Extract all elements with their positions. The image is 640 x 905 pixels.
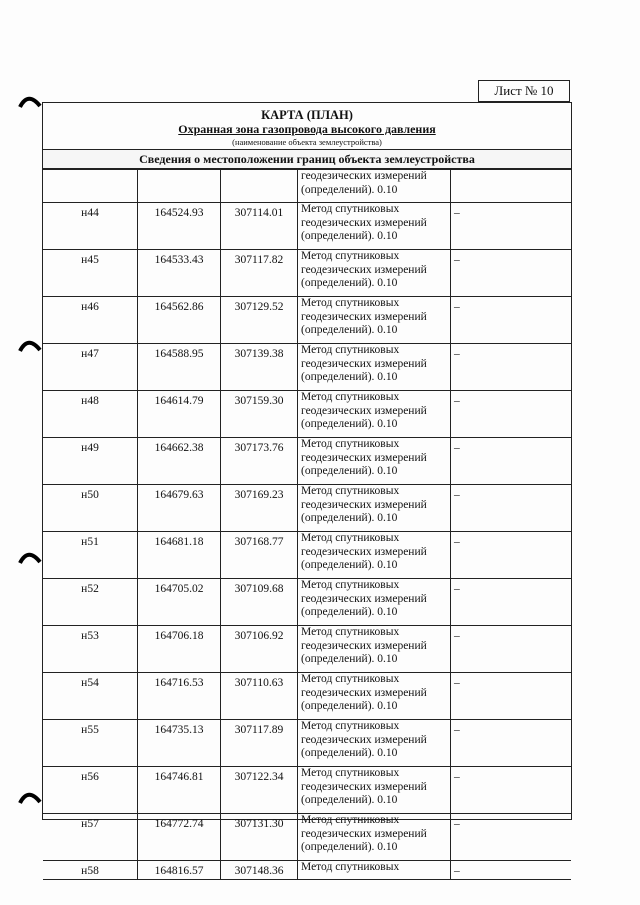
y-cell — [221, 170, 298, 203]
point-cell: н46 — [43, 297, 138, 344]
table-row — [43, 344, 571, 391]
y-cell: 307169.23 — [221, 485, 298, 532]
extra-cell: – — [451, 250, 572, 297]
punch-hole-mark-icon — [18, 94, 42, 108]
method-cell: Метод спутниковых геодезических измерений (определений). 0.10 — [298, 344, 451, 391]
extra-cell: – — [451, 344, 572, 391]
y-cell: 307168.77 — [221, 532, 298, 579]
method-cell: Метод спутниковых геодезических измерений (определений). 0.10 — [298, 579, 451, 626]
method-cell: Метод спутниковых геодезических измерений (определений). 0.10 — [298, 673, 451, 720]
table-row — [43, 485, 571, 532]
point-cell: н51 — [43, 532, 138, 579]
extra-cell: – — [451, 861, 572, 880]
point-cell: н57 — [43, 814, 138, 861]
y-cell: 307173.76 — [221, 438, 298, 485]
x-cell: 164706.18 — [138, 626, 221, 673]
y-cell: 307106.92 — [221, 626, 298, 673]
point-cell: н48 — [43, 391, 138, 438]
object-name-caption: (наименование объекта землеустройства) — [232, 137, 382, 147]
point-cell: н56 — [43, 767, 138, 814]
y-cell: 307139.38 — [221, 344, 298, 391]
section-title: Сведения о местоположении границ объекта землеустройства — [43, 150, 571, 169]
method-cell: Метод спутниковых геодезических измерений (определений). 0.10 — [298, 297, 451, 344]
method-cell: Метод спутниковых геодезических измерений (определений). 0.10 — [298, 720, 451, 767]
extra-cell: – — [451, 814, 572, 861]
point-cell: н45 — [43, 250, 138, 297]
x-cell: 164746.81 — [138, 767, 221, 814]
table-row — [43, 673, 571, 720]
point-cell: н54 — [43, 673, 138, 720]
table-row — [43, 438, 571, 485]
table-row — [43, 579, 571, 626]
x-cell: 164705.02 — [138, 579, 221, 626]
punch-hole-mark-icon — [18, 790, 42, 804]
y-cell: 307114.01 — [221, 203, 298, 250]
y-cell: 307109.68 — [221, 579, 298, 626]
extra-cell: – — [451, 626, 572, 673]
y-cell: 307122.34 — [221, 767, 298, 814]
method-cell: Метод спутниковых геодезических измерений (определений). 0.10 — [298, 814, 451, 861]
table-row — [43, 861, 571, 880]
x-cell — [138, 170, 221, 203]
x-cell: 164681.18 — [138, 532, 221, 579]
x-cell: 164588.95 — [138, 344, 221, 391]
extra-cell: – — [451, 438, 572, 485]
x-cell: 164816.57 — [138, 861, 221, 880]
table-row — [43, 250, 571, 297]
y-cell: 307131.30 — [221, 814, 298, 861]
table-row — [43, 532, 571, 579]
point-cell: н47 — [43, 344, 138, 391]
point-cell: н58 — [43, 861, 138, 880]
punch-hole-mark-icon — [18, 338, 42, 352]
x-cell: 164562.86 — [138, 297, 221, 344]
extra-cell — [451, 170, 572, 203]
method-cell: Метод спутниковых геодезических измерений (определений). 0.10 — [298, 532, 451, 579]
method-cell: Метод спутниковых геодезических измерений (определений). 0.10 — [298, 767, 451, 814]
extra-cell: – — [451, 532, 572, 579]
method-cell: Метод спутниковых геодезических измерений (определений). 0.10 — [298, 626, 451, 673]
extra-cell: – — [451, 673, 572, 720]
point-cell: н44 — [43, 203, 138, 250]
x-cell: 164614.79 — [138, 391, 221, 438]
method-cell: Метод спутниковых геодезических измерений (определений). 0.10 — [298, 391, 451, 438]
extra-cell: – — [451, 720, 572, 767]
point-cell: н49 — [43, 438, 138, 485]
point-cell: н50 — [43, 485, 138, 532]
y-cell: 307148.36 — [221, 861, 298, 880]
sheet-number: Лист № 10 — [478, 80, 570, 102]
y-cell: 307129.52 — [221, 297, 298, 344]
extra-cell: – — [451, 767, 572, 814]
table-row — [43, 767, 571, 814]
point-cell: н55 — [43, 720, 138, 767]
method-cell: Метод спутниковых геодезических измерений (определений). 0.10 — [298, 203, 451, 250]
x-cell: 164716.53 — [138, 673, 221, 720]
x-cell: 164772.74 — [138, 814, 221, 861]
method-cell: Метод спутниковых геодезических измерений (определений). 0.10 — [298, 250, 451, 297]
document-header — [43, 103, 571, 150]
extra-cell: – — [451, 579, 572, 626]
y-cell: 307159.30 — [221, 391, 298, 438]
point-cell: н53 — [43, 626, 138, 673]
table-row — [43, 297, 571, 344]
x-cell: 164533.43 — [138, 250, 221, 297]
table-row — [43, 814, 571, 861]
x-cell: 164524.93 — [138, 203, 221, 250]
extra-cell: – — [451, 391, 572, 438]
table-row — [43, 203, 571, 250]
method-cell: Метод спутниковых — [298, 861, 451, 880]
y-cell: 307110.63 — [221, 673, 298, 720]
extra-cell: – — [451, 485, 572, 532]
x-cell: 164679.63 — [138, 485, 221, 532]
method-cell: геодезических измерений (определений). 0.10 — [298, 170, 451, 203]
punch-hole-mark-icon — [18, 550, 42, 564]
x-cell: 164662.38 — [138, 438, 221, 485]
point-cell: н52 — [43, 579, 138, 626]
object-name: Охранная зона газопровода высокого давления — [178, 122, 436, 136]
y-cell: 307117.82 — [221, 250, 298, 297]
coordinates-table — [43, 169, 571, 880]
extra-cell: – — [451, 203, 572, 250]
table-row — [43, 391, 571, 438]
table-row — [43, 170, 571, 203]
method-cell: Метод спутниковых геодезических измерений (определений). 0.10 — [298, 438, 451, 485]
document-frame — [42, 102, 572, 877]
point-cell — [43, 170, 138, 203]
table-row — [43, 626, 571, 673]
y-cell: 307117.89 — [221, 720, 298, 767]
x-cell: 164735.13 — [138, 720, 221, 767]
table-row — [43, 720, 571, 767]
method-cell: Метод спутниковых геодезических измерений (определений). 0.10 — [298, 485, 451, 532]
document-title: КАРТА (ПЛАН) — [261, 108, 353, 122]
extra-cell: – — [451, 297, 572, 344]
